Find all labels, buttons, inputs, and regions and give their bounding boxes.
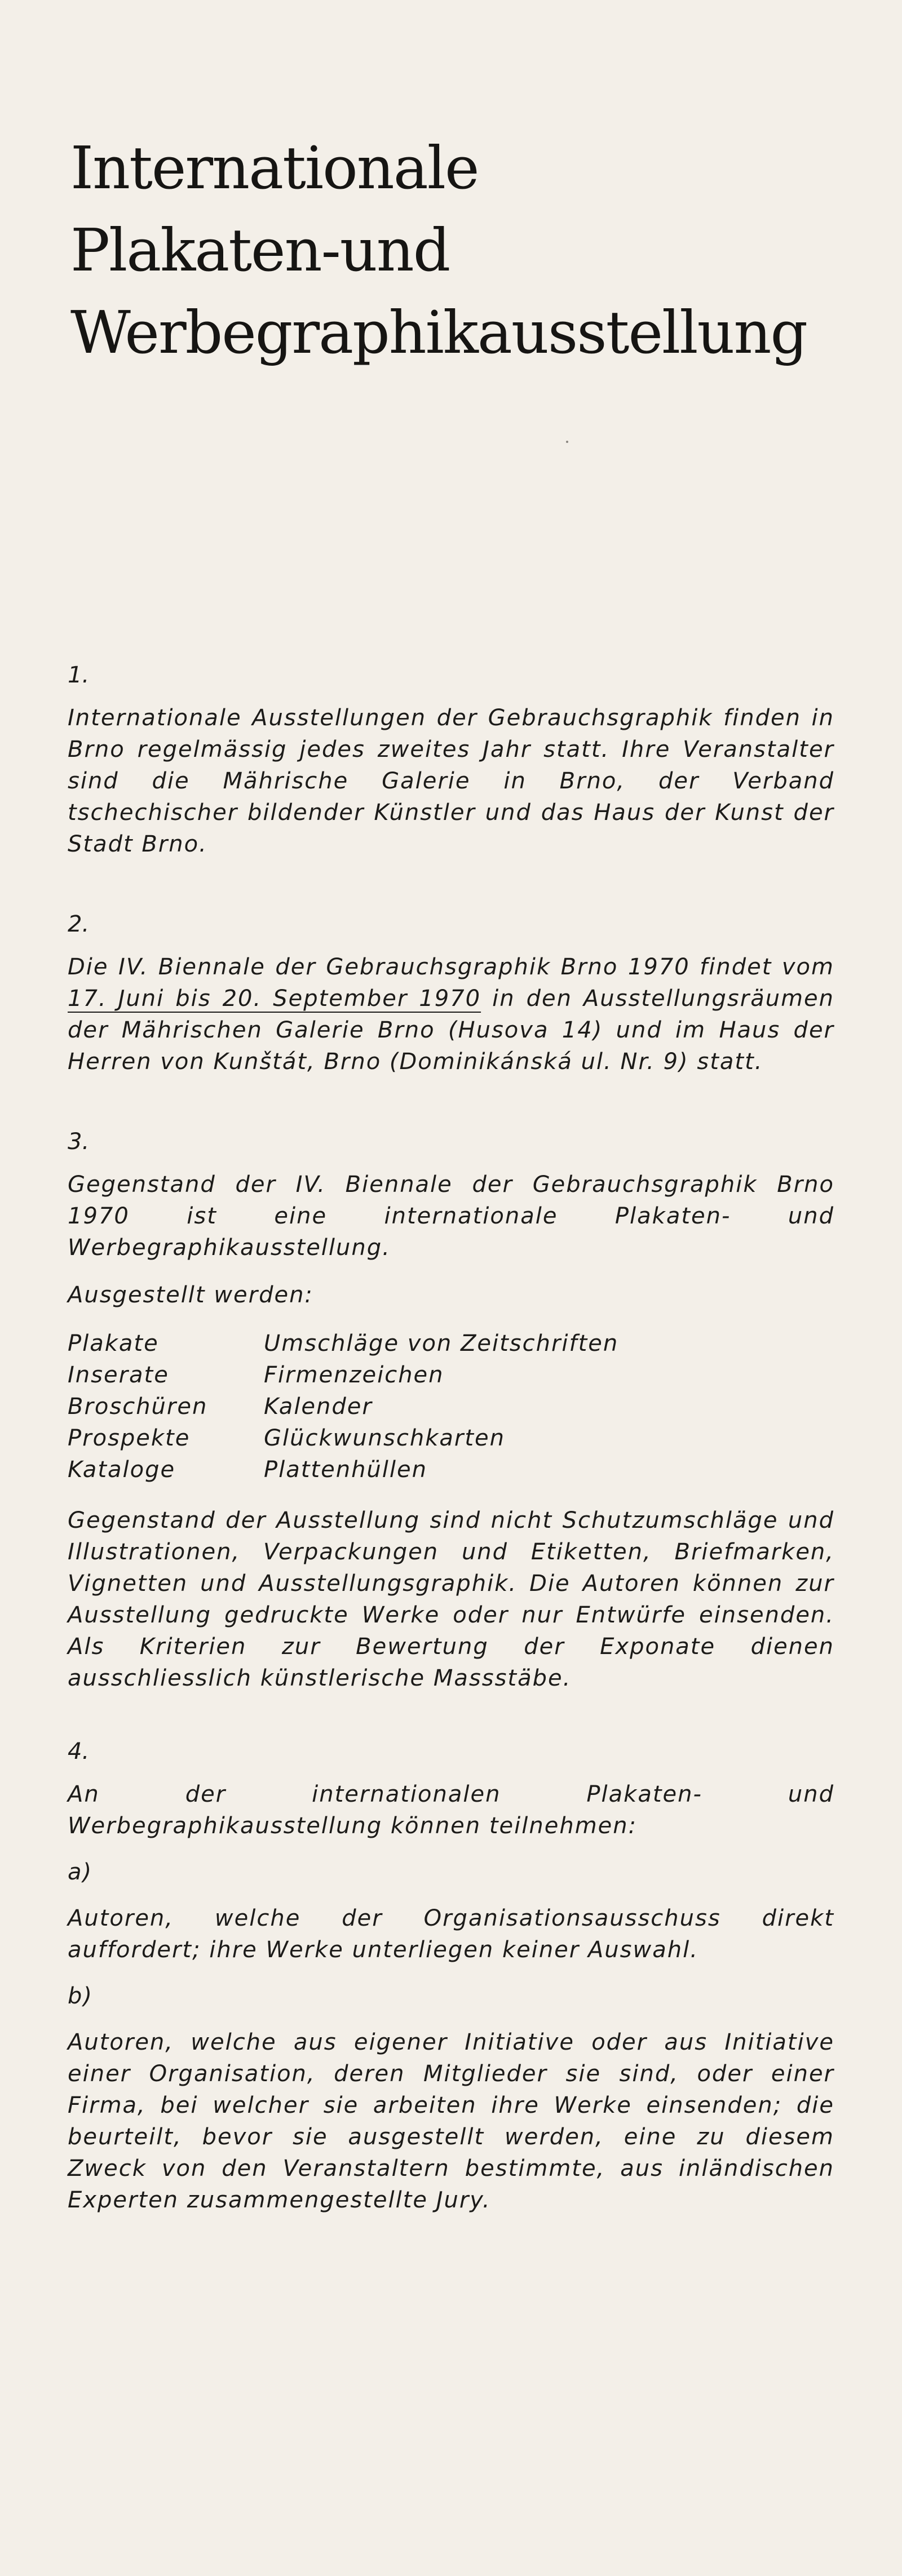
section-3	[68, 1126, 834, 1694]
list-item: Firmenzeichen	[264, 1362, 444, 1388]
exclusion-text: Gegenstand der Ausstellung sind nicht Schutzumschläge und Illustrationen, Verpackungen und Etiketten, Briefmarken, Vignetten und Ausstellungsgraphik. Die Autoren können zur Ausstellung gedruckte Werke oder nur Entwürfe einsenden. Als Kriterien zur Bewertung der Exponate dienen ausschliesslich künstlerische Massstäbe.	[68, 1508, 834, 1691]
section-number: 2.	[68, 911, 90, 937]
list-item: Broschüren	[68, 1394, 208, 1420]
page-title	[70, 127, 860, 374]
list-item: Plakate	[68, 1331, 159, 1356]
section-number: 3.	[68, 1129, 90, 1155]
list-item: Glückwunschkarten	[264, 1425, 505, 1451]
list-item: Inserate	[68, 1362, 169, 1388]
list-item: Umschläge von Zeitschriften	[264, 1331, 619, 1356]
item-label-a: a)	[68, 1859, 93, 1885]
section-text: Internationale Ausstellungen der Gebrauchsgraphik finden in Brno regelmässig jedes zweites Jahr statt. Ihre Veranstalter sind die Mährische Galerie in Brno, der Verband tschechischer bildender Künstler und das Haus der Kunst der Stadt Brno.	[68, 705, 834, 857]
list-item: Kataloge	[68, 1457, 176, 1483]
section-2	[68, 908, 834, 1078]
document-body	[68, 659, 834, 2264]
list-item: Kalender	[264, 1394, 373, 1420]
section-text	[68, 951, 834, 1078]
title-line-2: Plakaten-und	[70, 216, 450, 285]
title-line-1: Internationale	[70, 134, 479, 202]
section-number: 4.	[68, 1739, 90, 1764]
item-label-b: b)	[68, 1983, 93, 2009]
item-text-b: Autoren, welche aus eigener Initiative oder aus Initiative einer Organisation, deren Mitglieder sie sind, oder einer Firma, bei welcher sie arbeiten ihre Werke einsenden; die beurteilt, bevor sie ausgestellt werden, eine zu diesem Zweck von den Veranstaltern bestimmte, aus inländischen Experten zusammengestellte Jury.	[68, 2029, 834, 2213]
section-intro: An der internationalen Plakaten- und Werbegraphikausstellung können teilnehmen:	[68, 1781, 834, 1839]
section-4	[68, 1736, 834, 2216]
decorative-dot	[566, 441, 568, 443]
list-item: Plattenhüllen	[264, 1457, 427, 1483]
text-segment: in den Ausstellungsräumen der Mährischen Galerie Brno (Husova 14) und im Haus der Herren von Kunštát, Brno (Dominikánská ul. Nr. 9) statt.	[68, 986, 834, 1075]
text-segment: Die IV. Biennale der Gebrauchsgraphik Brno 1970 findet vom	[68, 954, 834, 980]
section-number: 1.	[68, 662, 90, 688]
list-item: Prospekte	[68, 1425, 191, 1451]
item-text-a: Autoren, welche der Organisationsausschuss direkt auffordert; ihre Werke unterliegen keiner Auswahl.	[68, 1905, 834, 1963]
section-1	[68, 659, 834, 860]
exhibited-label: Ausgestellt werden:	[68, 1282, 313, 1308]
title-line-3: Werbegraphikausstellung	[70, 298, 807, 367]
exhibited-items-list	[68, 1328, 834, 1486]
section-intro: Gegenstand der IV. Biennale der Gebrauchsgraphik Brno 1970 ist eine internationale Plakaten- und Werbegraphikausstellung.	[68, 1172, 834, 1261]
date-range-underlined: 17. Juni bis 20. September 1970	[68, 986, 481, 1012]
